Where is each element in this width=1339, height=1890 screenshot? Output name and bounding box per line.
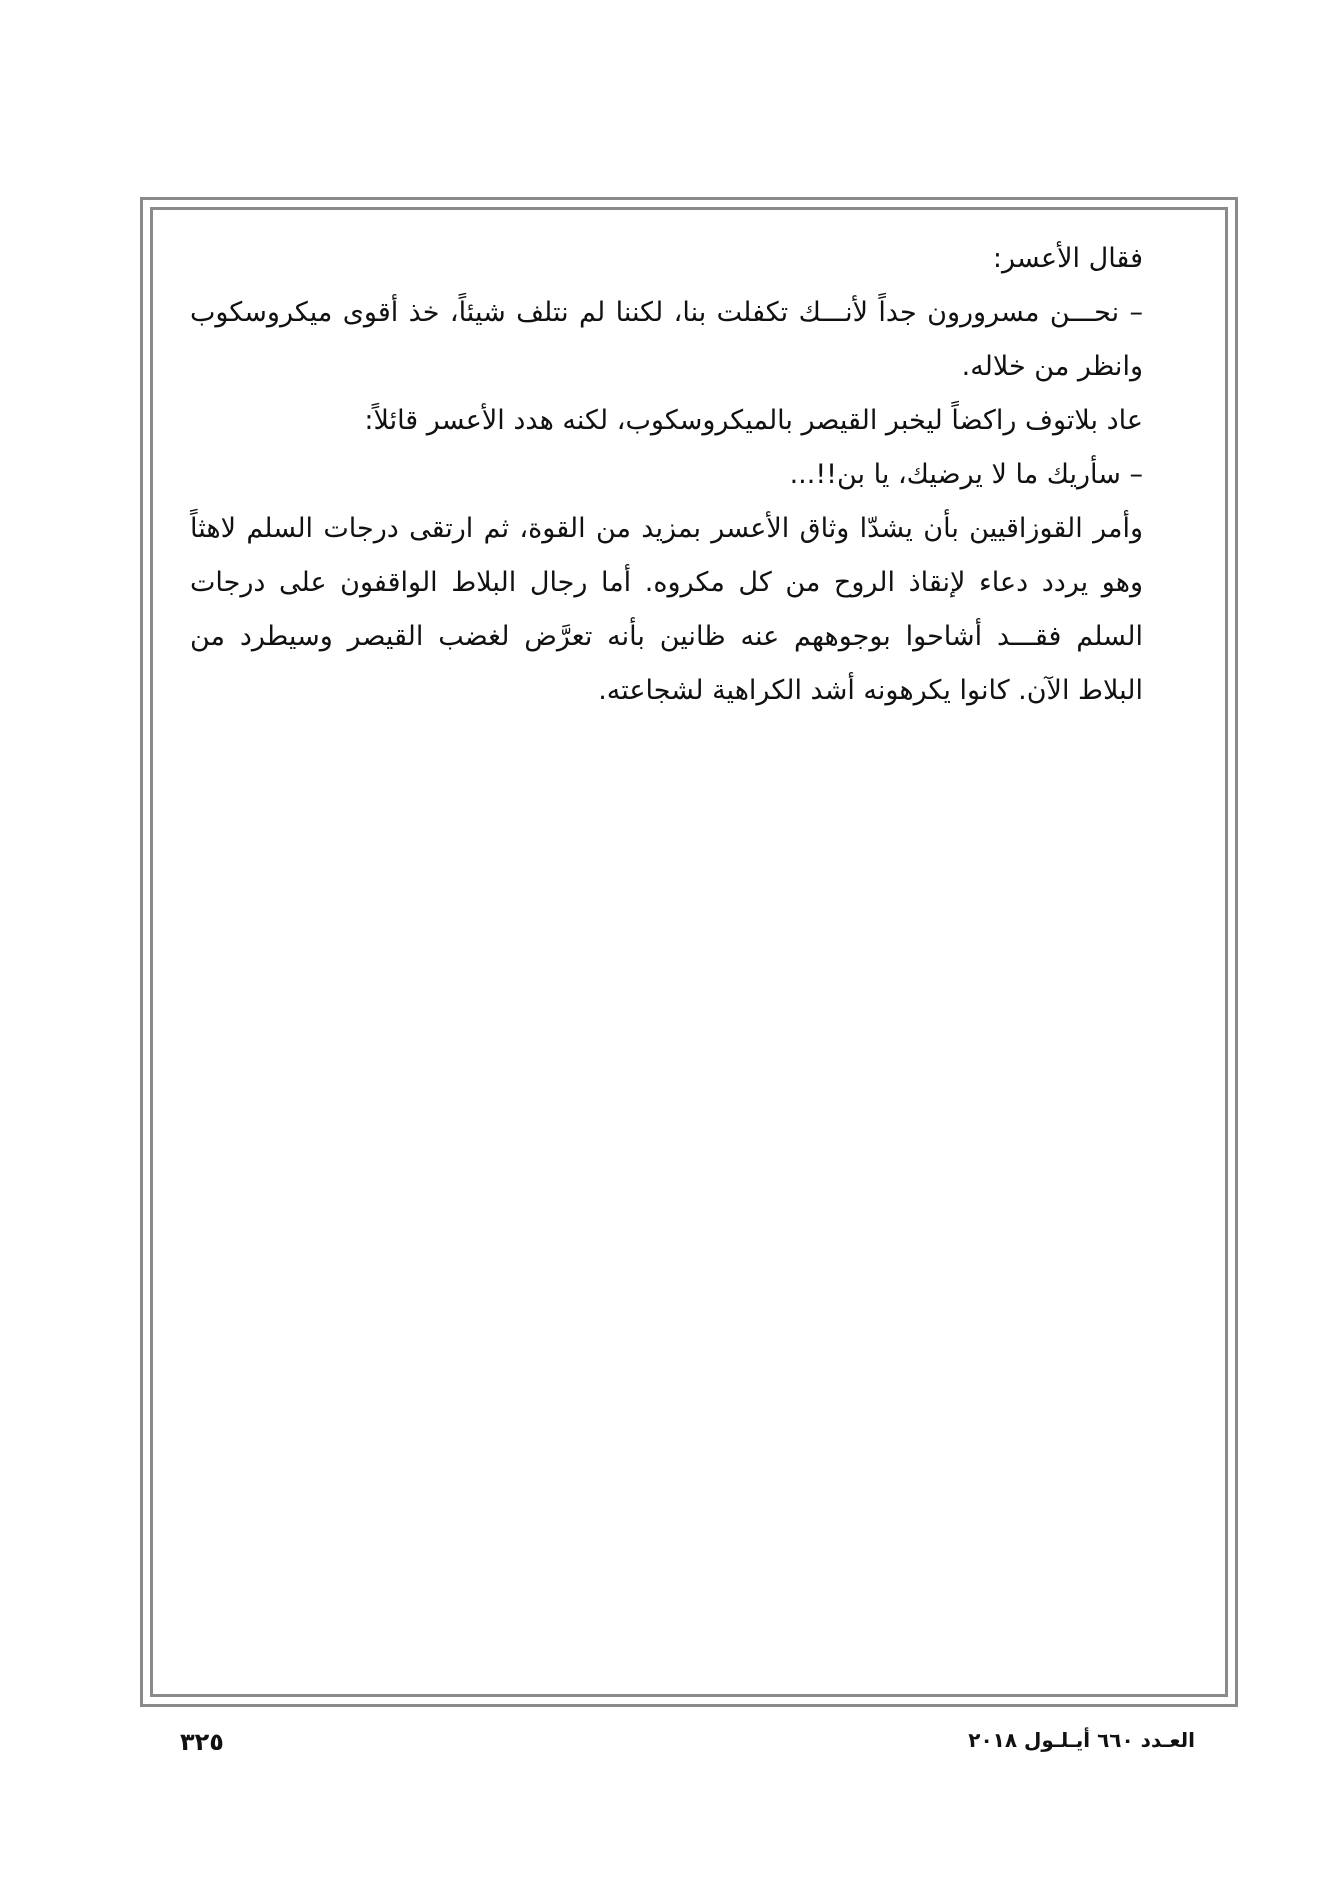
page-number: ٣٢٥ — [180, 1728, 224, 1756]
issue-info: العـدد ٦٦٠ أيـلـول ٢٠١٨ — [968, 1728, 1195, 1752]
paragraph-3: عاد بلاتوف راكضاً ليخبر القيصر بالميكروسكوب، لكنه هدد الأعسر قائلاً: — [364, 405, 1143, 436]
paragraph-4: – سأريك ما لا يرضيك، يا بن!!... — [789, 459, 1143, 490]
article-text — [190, 232, 1185, 718]
paragraph-2: – نحـــن مسرورون جداً لأنـــك تكفلت بنا، لكننا لم نتلف شيئاً، خذ أقوى ميكروسكوب وانظر من خلاله. — [190, 297, 1143, 382]
paragraph-5: وأمر القوزاقيين بأن يشدّا وثاق الأعسر بمزيد من القوة، ثم ارتقى درجات السلم لاهثاً وهو يردد دعاء لإنقاذ الروح من كل مكروه. أما رجال البلاط الواقفون على درجات السلم فقـــد أشاحوا بوجوههم عنه ظانين بأنه تعرَّض لغضب القيصر وسيطرد من البلاط الآن. كانوا يكرهونه أشد الكراهية لشجاعته. — [190, 513, 1143, 706]
paragraph-1: فقال الأعسر: — [992, 243, 1143, 274]
